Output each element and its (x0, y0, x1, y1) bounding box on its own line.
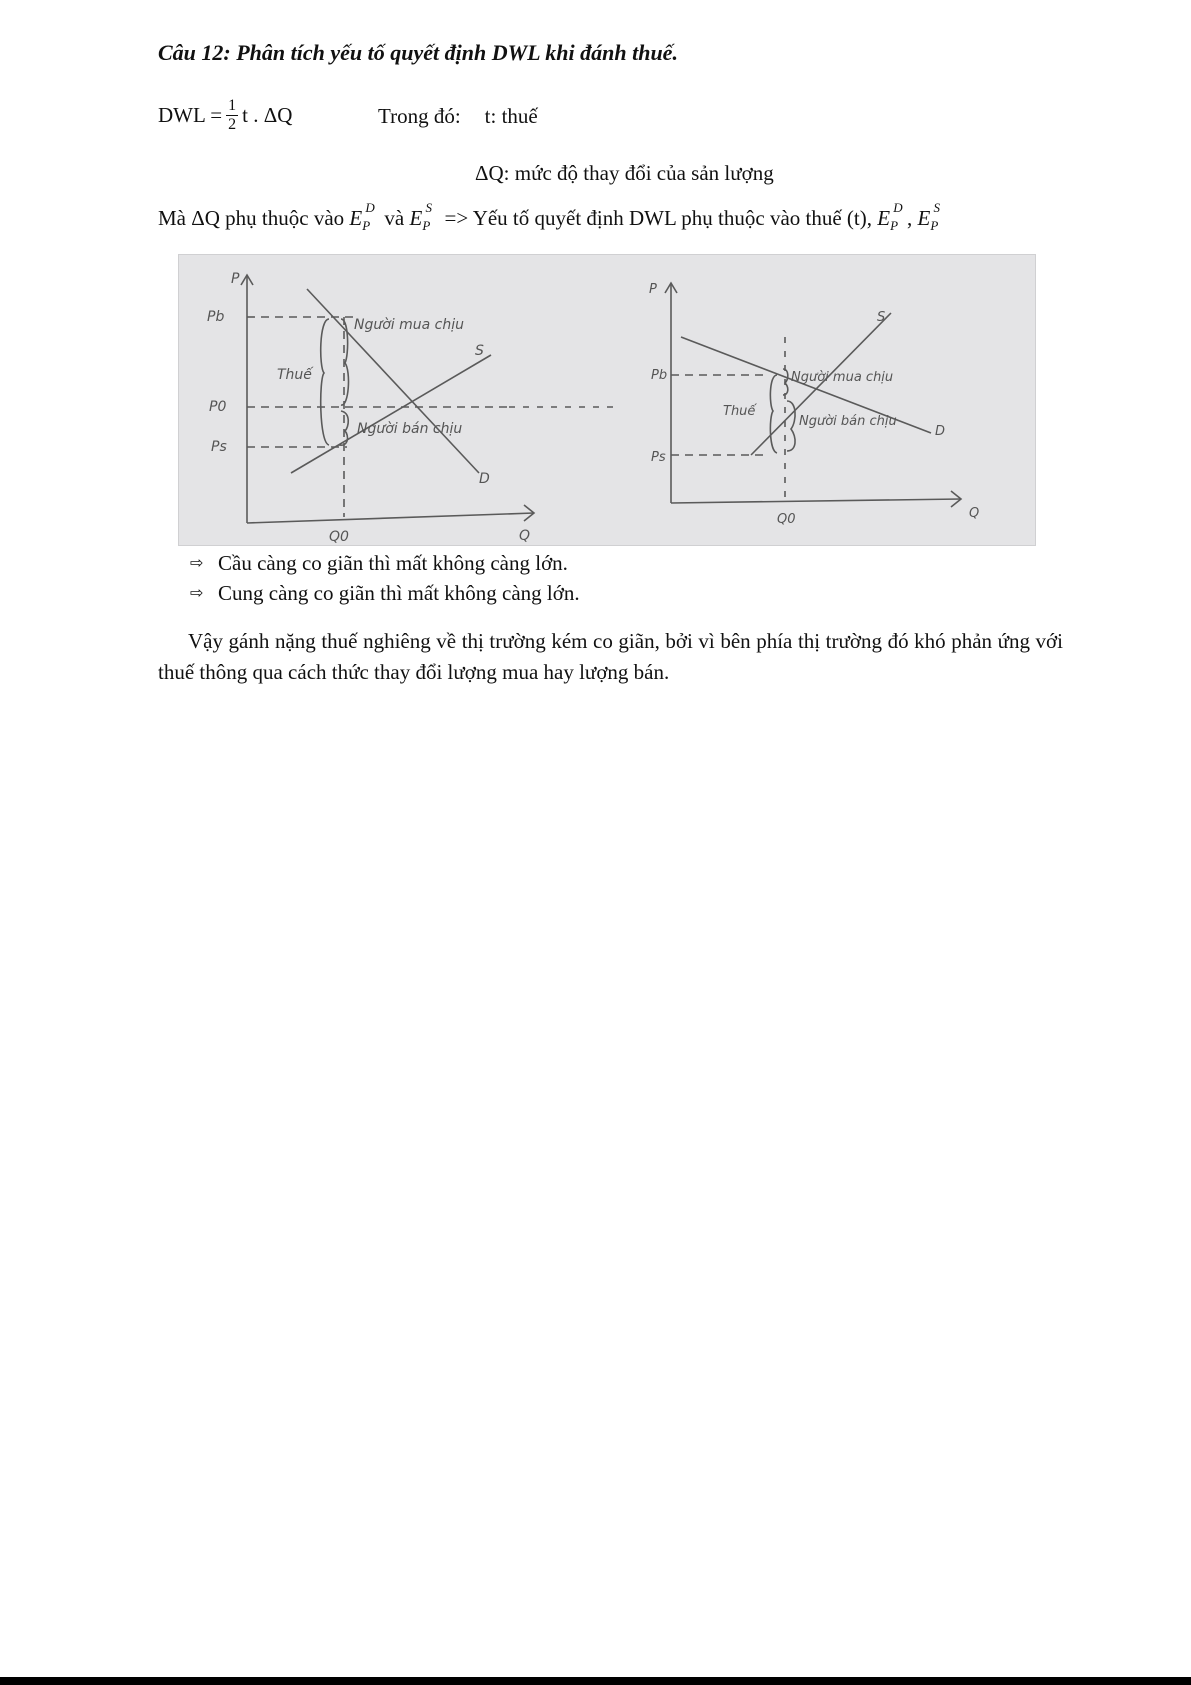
elastic-sep: , (907, 206, 913, 230)
left-p0-label: P0 (209, 399, 227, 415)
question-title: Câu 12: Phân tích yếu tố quyết định DWL khi đánh thuế. (158, 40, 678, 65)
elastic-and: và (384, 206, 405, 230)
right-x-label: Q (969, 506, 980, 521)
fraction-denominator: 2 (228, 116, 237, 133)
left-buyer-label: Người mua chịu (354, 317, 465, 333)
tax-diagrams-svg (179, 255, 1035, 545)
right-tax-brace (770, 375, 777, 453)
right-buyer-brace (783, 369, 788, 395)
right-arrow-icon: ⇨ (190, 553, 204, 572)
bullet-item (190, 578, 580, 608)
right-q0-label: Q0 (777, 512, 796, 527)
supply-elasticity-symbol-2: $E_P$ S (917, 200, 941, 233)
formula-rhs: t . ΔQ (242, 103, 293, 127)
elastic-suffix: => Yếu tố quyết định DWL phụ thuộc vào thuế (t), (444, 206, 872, 230)
demand-elasticity-symbol: $E_P$ D (349, 200, 375, 233)
right-demand-label: D (935, 424, 946, 439)
elastic-prefix: Mà ΔQ phụ thuộc vào (158, 206, 345, 230)
conclusion-paragraph: Vậy gánh nặng thuế nghiêng về thị trường kém co giãn, bởi vì bên phía thị trường đó khó phản ứng với thuế thông qua cách thức thay đổi lượng mua hay lượng bán. (158, 629, 1063, 684)
formula-lhs: DWL = (158, 103, 223, 127)
right-ps-label: Ps (651, 450, 666, 465)
one-half-fraction (226, 98, 238, 133)
fraction-numerator: 1 (228, 97, 237, 114)
right-pb-label: Pb (651, 368, 668, 383)
tax-definition: t: thuế (484, 104, 538, 128)
left-pb-label: Pb (207, 309, 225, 325)
supply-elasticity-symbol: $E_P$ S (409, 200, 432, 233)
bullet-text: Cung càng co giãn thì mất không càng lớn. (218, 581, 580, 605)
right-x-axis (671, 499, 961, 503)
right-seller-brace (787, 401, 795, 451)
left-x-axis (247, 513, 534, 523)
where-label: Trong đó: (378, 104, 461, 128)
demand-elasticity-symbol-2: $E_P$ D (877, 200, 903, 233)
left-y-label: P (231, 271, 240, 287)
left-ps-label: Ps (211, 439, 227, 455)
delta-q-definition: ΔQ: mức độ thay đổi của sản lượng (475, 161, 774, 185)
right-seller-label: Người bán chịu (799, 414, 897, 429)
left-supply-label: S (475, 343, 484, 359)
conclusion-bullets (190, 548, 580, 608)
right-y-label: P (649, 282, 657, 297)
where-clause (378, 104, 538, 129)
bottom-scan-border (0, 1677, 1191, 1685)
left-x-label: Q (519, 528, 531, 544)
bullet-text: Cầu càng co giãn thì mất không càng lớn. (218, 551, 568, 575)
right-tax-label: Thuế (723, 404, 756, 419)
right-supply-label: S (877, 310, 886, 325)
right-diagram (665, 283, 961, 507)
dwl-formula (158, 98, 292, 133)
elasticity-sentence (158, 200, 947, 233)
left-demand-label: D (479, 471, 490, 487)
left-q0-label: Q0 (329, 529, 349, 545)
left-diagram (241, 275, 619, 523)
right-arrow-icon: ⇨ (190, 583, 204, 602)
handdrawn-tax-diagrams-photo (178, 254, 1036, 546)
right-buyer-label: Người mua chịu (791, 370, 894, 385)
left-seller-label: Người bán chịu (357, 421, 463, 437)
left-tax-brace (321, 319, 329, 445)
bullet-item (190, 548, 580, 578)
left-tax-label: Thuế (277, 367, 312, 383)
